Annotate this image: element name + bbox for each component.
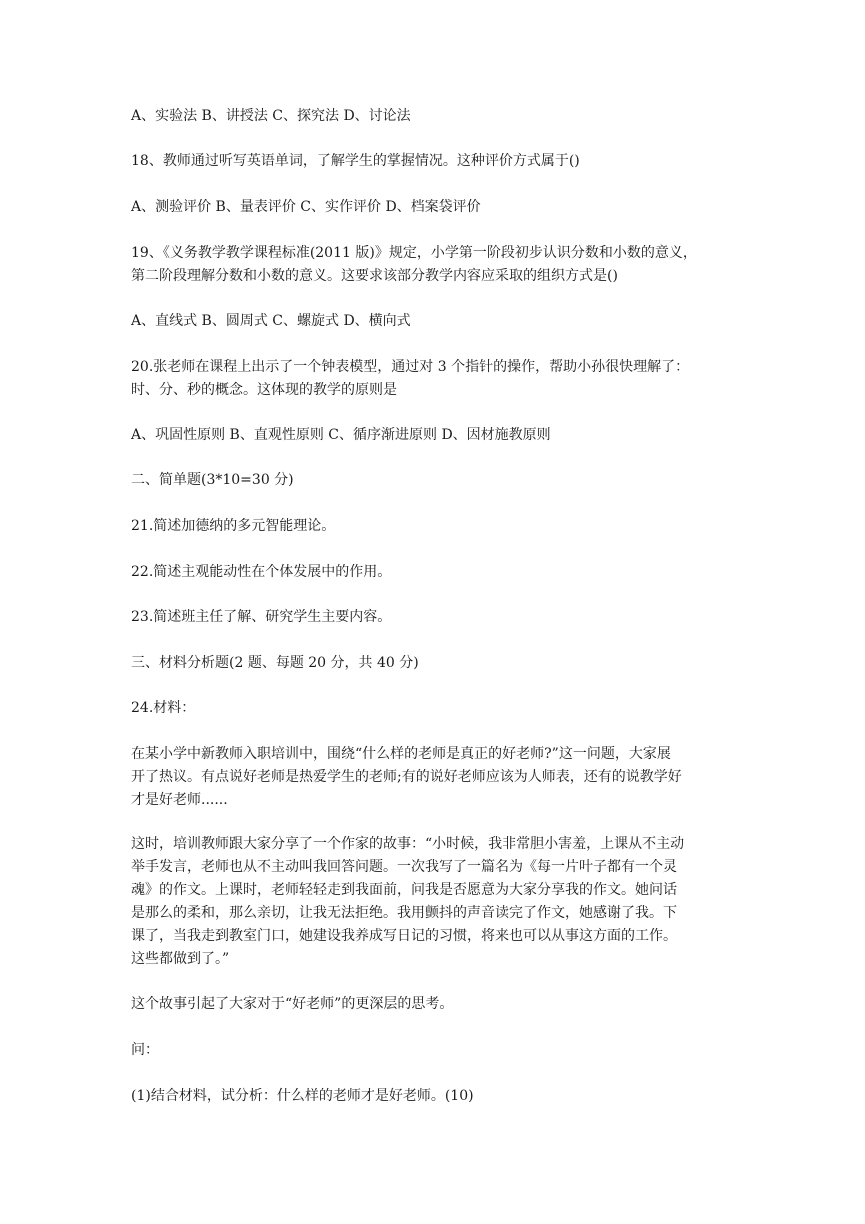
question-23 xyxy=(131,606,739,629)
answer-options-18 xyxy=(131,196,739,219)
question-22 xyxy=(131,561,739,584)
text-line: 20.张老师在课程上出示了一个钟表模型，通过对 3 个指针的操作，帮助小孙很快理解了： xyxy=(131,359,690,375)
question-24-heading xyxy=(131,697,739,720)
text-line: 魂》的作文。上课时，老师轻轻走到我面前，问我是否愿意为大家分享我的作文。她问话 xyxy=(131,882,677,898)
material-paragraph-2 xyxy=(131,833,739,971)
text-line: A、实验法 B、讲授法 C、探究法 D、讨论法 xyxy=(131,108,411,124)
question-19 xyxy=(131,242,739,288)
text-line: 23.简述班主任了解、研究学生主要内容。 xyxy=(131,609,392,625)
text-line: 才是好老师...... xyxy=(131,792,228,808)
text-line: A、测验评价 B、量表评价 C、实作评价 D、档案袋评价 xyxy=(131,199,481,215)
material-paragraph-1 xyxy=(131,743,739,812)
section-heading-material-analysis xyxy=(131,652,739,675)
text-line: 开了热议。有点说好老师是热爱学生的老师;有的说好老师应该为人师表，还有的说教学好 xyxy=(131,769,682,785)
text-line: 是那么的柔和，那么亲切，让我无法拒绝。我用颤抖的声音读完了作文，她感谢了我。下 xyxy=(131,905,677,921)
text-line: 22.简述主观能动性在个体发展中的作用。 xyxy=(131,564,392,580)
text-line: 这些都做到了。” xyxy=(131,951,230,967)
text-line: 二、简单题(3*10=30 分) xyxy=(131,472,294,488)
text-line: 在某小学中新教师入职培训中，围绕“什么样的老师是真正的好老师?”这一问题，大家展 xyxy=(131,746,671,762)
text-line: 时、分、秒的概念。这体现的教学的原则是 xyxy=(131,382,397,398)
question-18 xyxy=(131,150,739,173)
text-line: 课了，当我走到教室门口，她建设我养成写日记的习惯，将来也可以从事这方面的工作。 xyxy=(131,928,677,944)
text-line: 19、《义务教学教学课程标准(2011 版)》规定，小学第一阶段初步认识分数和小数的意义， xyxy=(131,245,697,261)
sub-question-1 xyxy=(131,1085,739,1108)
answer-options-19 xyxy=(131,310,739,333)
section-heading-short-answer xyxy=(131,469,739,492)
text-line: A、直线式 B、圆周式 C、螺旋式 D、横向式 xyxy=(131,313,411,329)
question-21 xyxy=(131,515,739,538)
answer-options-17 xyxy=(131,105,739,128)
text-line: 这个故事引起了大家对于“好老师”的更深层的思考。 xyxy=(131,996,454,1012)
text-line: 问： xyxy=(131,1042,159,1058)
text-line: 三、材料分析题(2 题、每题 20 分，共 40 分) xyxy=(131,655,419,671)
text-line: 18、教师通过听写英语单词，了解学生的掌握情况。这种评价方式属于() xyxy=(131,153,580,169)
text-line: (1)结合材料，试分析：什么样的老师才是好老师。(10) xyxy=(131,1088,474,1104)
text-line: 第二阶段理解分数和小数的意义。这要求该部分教学内容应采取的组织方式是() xyxy=(131,268,618,284)
text-line: A、巩固性原则 B、直观性原则 C、循序渐进原则 D、因材施教原则 xyxy=(131,427,551,443)
question-prompt-label xyxy=(131,1039,739,1062)
text-line: 21.简述加德纳的多元智能理论。 xyxy=(131,518,336,534)
text-line: 举手发言，老师也从不主动叫我回答问题。一次我写了一篇名为《每一片叶子都有一个灵 xyxy=(131,859,677,875)
question-20 xyxy=(131,356,739,402)
answer-options-20 xyxy=(131,424,739,447)
text-line: 24.材料： xyxy=(131,700,196,716)
material-paragraph-3 xyxy=(131,993,739,1016)
text-line: 这时，培训教师跟大家分享了一个作家的故事：“小时候，我非常胆小害羞，上课从不主动 xyxy=(131,836,685,852)
